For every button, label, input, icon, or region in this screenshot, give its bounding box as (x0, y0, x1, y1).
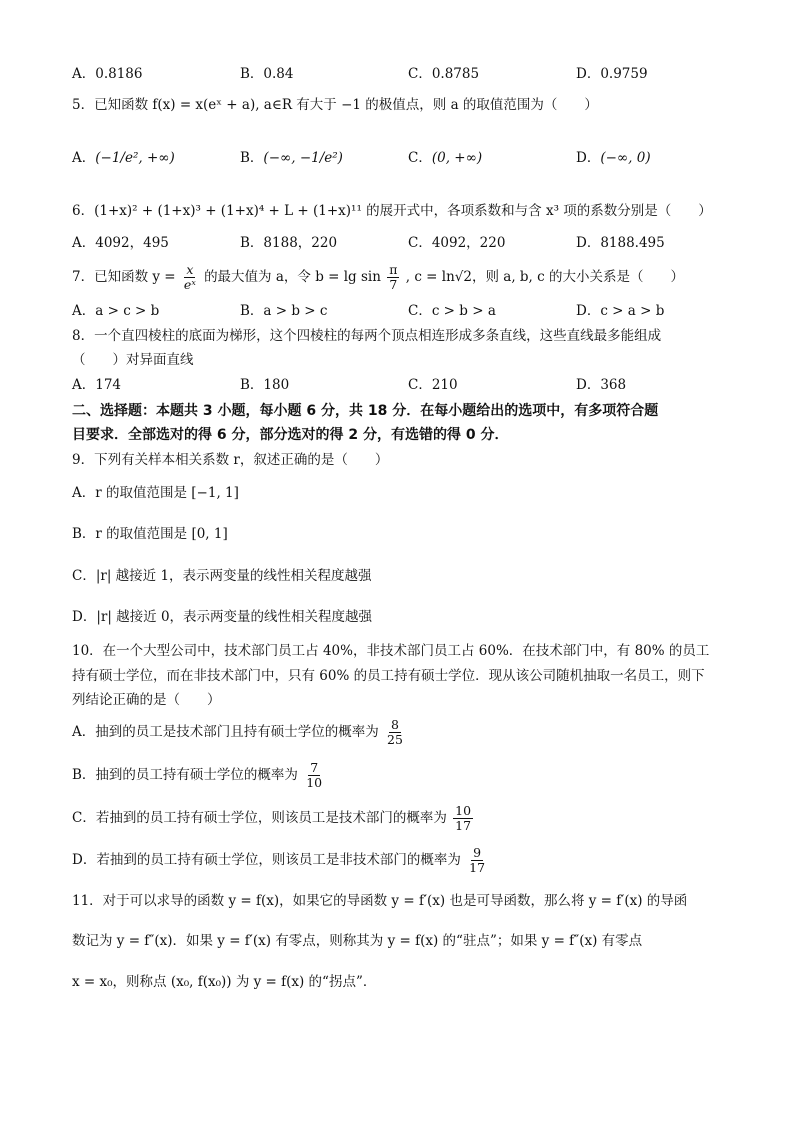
q6-option-a: A．4092，495 (72, 235, 169, 251)
q7-frac-num: x (186, 262, 194, 277)
q6-stem: 6．(1+x)² + (1+x)³ + (1+x)⁴ + L + (1+x)¹¹ 的展开式中，各项系数和与含 x³ 项的系数分别是（ ） (72, 203, 712, 219)
q7-option-d: D．c > a > b (576, 303, 665, 319)
q10-option-b-fraction (304, 761, 324, 790)
q10-option-d (72, 843, 489, 877)
q10-option-a-den: 25 (387, 732, 403, 747)
q4-option-d: D．0.9759 (576, 66, 648, 82)
q10-stem-line3: 列结论正确的是（ ） (72, 692, 221, 708)
section2-heading-line2: 目要求．全部选对的得 6 分，部分选对的得 2 分，有选错的得 0 分． (72, 427, 509, 443)
q5-option-c-value: (0, +∞) (431, 150, 483, 166)
q9-option-b: B．r 的取值范围是 [0, 1] (72, 526, 228, 542)
q5-option-c-label: C． (408, 150, 432, 166)
q8-stem-line2: （ ）对异面直线 (72, 352, 194, 368)
q4-option-c: C．0.8785 (408, 66, 480, 82)
q5-option-d (576, 148, 651, 168)
q5-stem: 5．已知函数 f(x) = x(eˣ + a), a∈R 有大于 −1 的极值点，则 a 的取值范围为（ ） (72, 97, 598, 113)
q10-option-a (72, 715, 407, 749)
q6-option-b: B．8188，220 (240, 235, 338, 251)
q10-option-c-fraction (453, 804, 473, 833)
q10-option-a-fraction (385, 718, 405, 747)
q5-option-a-value: (−1/e², +∞) (95, 150, 175, 166)
q9-option-c: C．|r| 越接近 1，表示两变量的线性相关程度越强 (72, 568, 372, 584)
q11-line2: 数记为 y = f″(x)．如果 y = f′(x) 有零点，则称其为 y = f(x) 的“驻点”；如果 y = f″(x) 有零点 (72, 933, 643, 949)
q11-line1: 11．对于可以求导的函数 y = f(x)，如果它的导函数 y = f′(x) 也是可导函数，那么将 y = f′(x) 的导函 (72, 893, 688, 909)
q7-stem-mid: 的最大值为 a，令 b = lg sin (204, 269, 381, 285)
q7-option-c: C．c > b > a (408, 303, 496, 319)
q7-stem-pre: 7．已知函数 y = (72, 269, 176, 285)
q10-option-b-text: B．抽到的员工持有硕士学位的概率为 (72, 767, 298, 783)
q9-stem: 9．下列有关样本相关系数 r，叙述正确的是（ ） (72, 452, 389, 468)
q7-stem-post: , c = ln√2，则 a, b, c 的大小关系是（ ） (405, 269, 684, 285)
q5-option-a (72, 148, 175, 168)
q10-option-b-den: 10 (306, 775, 323, 790)
q8-option-a: A．174 (72, 377, 122, 393)
q7-fraction-pi-over-7 (387, 263, 399, 292)
q10-option-d-den: 17 (469, 860, 486, 875)
q5-option-d-label: D． (576, 150, 601, 166)
q7-option-b: B．a > b > c (240, 303, 328, 319)
q9-option-d: D．|r| 越接近 0，表示两变量的线性相关程度越强 (72, 609, 373, 625)
q5-option-a-label: A． (72, 150, 96, 166)
q11-line3: x = x₀，则称点 (x₀, f(x₀)) 为 y = f(x) 的“拐点”． (72, 974, 377, 990)
q10-option-a-text: A．抽到的员工是技术部门且持有硕士学位的概率为 (72, 724, 379, 740)
q5-option-c (408, 148, 482, 168)
q10-option-c (72, 801, 475, 835)
q7-stem (72, 262, 684, 292)
q8-option-b: B．180 (240, 377, 290, 393)
q6-option-d: D．8188.495 (576, 235, 665, 251)
q6-option-c: C．4092，220 (408, 235, 506, 251)
q7-option-a: A．a > c > b (72, 303, 160, 319)
q5-option-b-label: B． (240, 150, 264, 166)
q4-option-a: A．0.8186 (72, 66, 143, 82)
q10-stem-line1: 10．在一个大型公司中，技术部门员工占 40%，非技术部门员工占 60%．在技术部门中，有 80% 的员工 (72, 643, 710, 659)
q10-option-d-fraction (467, 846, 487, 875)
q5-option-d-value: (−∞, 0) (600, 150, 651, 166)
q5-option-b-value: (−∞, −1/e²) (263, 150, 343, 166)
q9-option-a: A．r 的取值范围是 [−1, 1] (72, 485, 239, 501)
q10-option-b-num: 7 (310, 760, 319, 775)
q5-option-b (240, 148, 343, 168)
q7-frac2-den: 7 (389, 277, 398, 292)
q10-option-a-num: 8 (391, 717, 399, 732)
q10-option-d-text: D．若抽到的员工持有硕士学位，则该员工是非技术部门的概率为 (72, 852, 461, 868)
q10-option-c-num: 10 (455, 803, 472, 818)
q7-frac-den: eˣ (183, 277, 196, 292)
q4-option-b: B．0.84 (240, 66, 294, 82)
q10-option-c-text: C．若抽到的员工持有硕士学位，则该员工是技术部门的概率为 (72, 810, 447, 826)
q10-option-c-den: 17 (455, 818, 472, 833)
q10-option-b (72, 758, 326, 792)
q8-option-c: C．210 (408, 377, 458, 393)
q10-option-d-num: 9 (473, 845, 482, 860)
q7-fraction-x-over-ex (182, 263, 198, 292)
q7-frac2-num: π (389, 262, 398, 277)
section2-heading-line1: 二、选择题：本题共 3 小题，每小题 6 分，共 18 分．在每小题给出的选项中，有多项符合题 (72, 403, 659, 419)
q8-option-d: D．368 (576, 377, 627, 393)
q8-stem-line1: 8．一个直四棱柱的底面为梯形，这个四棱柱的每两个顶点相连形成多条直线，这些直线最多能组成 (72, 328, 662, 344)
q10-stem-line2: 持有硕士学位，而在非技术部门中，只有 60% 的员工持有硕士学位．现从该公司随机抽取一名员工，则下 (72, 668, 705, 684)
